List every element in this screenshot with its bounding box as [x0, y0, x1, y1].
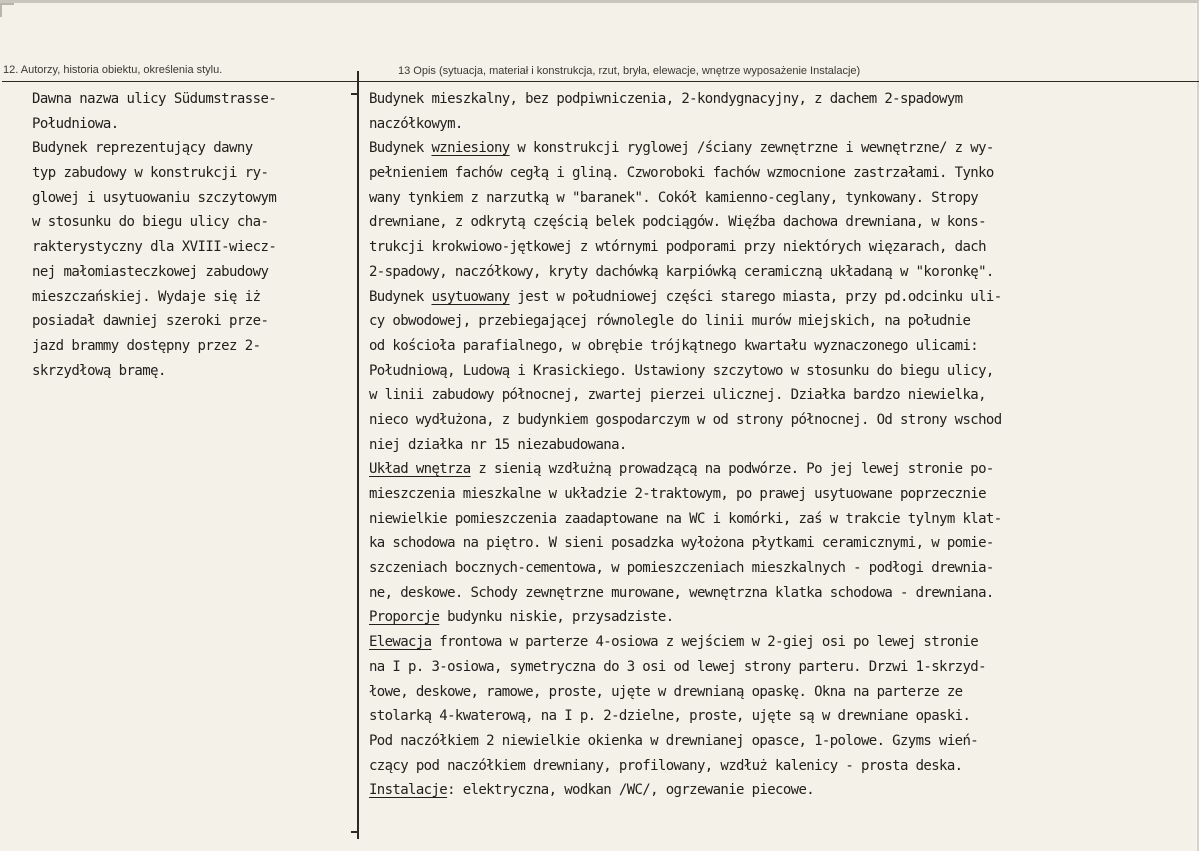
- text-line: [369, 136, 1199, 161]
- text-line: [369, 531, 1199, 556]
- text-line: Budynek reprezentujący dawny: [32, 140, 253, 157]
- text-line: [369, 482, 1199, 507]
- line-prefix: Budynek: [369, 140, 432, 157]
- line-text: naczółkowym.: [369, 115, 463, 132]
- text-line: w stosunku do biegu ulicy cha-: [32, 214, 269, 231]
- text-line: [369, 235, 1199, 260]
- text-line: [369, 704, 1199, 729]
- line-text: Południową, Ludową i Krasickiego. Ustawiony szczytowo w stosunku do biegu ulicy,: [369, 362, 994, 379]
- line-text: łowe, deskowe, ramowe, proste, ujęte w drewnianą opaskę. Okna na parterze ze: [369, 683, 963, 700]
- text-line: mieszczańskiej. Wydaje się iż: [32, 288, 261, 305]
- section-13-text: [369, 87, 1199, 803]
- text-line: [369, 210, 1199, 235]
- text-line: Południowa.: [32, 115, 119, 132]
- line-text: pełnieniem fachów cegłą i gliną. Czworoboki fachów wzmocnione zastrzałami. Tynko: [369, 165, 994, 182]
- text-line: [369, 680, 1199, 705]
- text-line: [369, 161, 1199, 186]
- line-text: ne, deskowe. Schody zewnętrzne murowane, wewnętrzna klatka schodowa - drewniana.: [369, 584, 994, 601]
- line-text: 2-spadowy, naczółkowy, kryty dachówką karpiówką ceramiczną układaną w "koronkę".: [369, 263, 994, 280]
- text-line: [369, 112, 1199, 137]
- section-12-header: 12. Autorzy, historia obiektu, określenia stylu.: [3, 64, 223, 76]
- line-text: w linii zabudowy północnej, zwartej pierzei ulicznej. Działka bardzo niewielka,: [369, 387, 986, 404]
- underlined-keyword: Układ wnętrza: [369, 461, 471, 478]
- line-text: czący pod naczółkiem drewniany, profilowany, wzdłuż kalenicy - prosta deska.: [369, 757, 963, 774]
- text-line: [369, 630, 1199, 655]
- text-line: [369, 359, 1199, 384]
- underlined-keyword: usytuowany: [431, 288, 510, 305]
- line-text: drewniane, z odkrytą częścią belek podciągów. Więźba dachowa drewniana, w kons-: [369, 214, 986, 231]
- text-line: [369, 309, 1199, 334]
- line-text: od kościoła parafialnego, w obrębie trójkątnego kwartału wyznaczonego ulicami:: [369, 337, 979, 354]
- text-line: nej małomiasteczkowej zabudowy: [32, 263, 269, 280]
- line-prefix: Budynek: [369, 288, 432, 305]
- line-text: wany tynkiem z narzutką w "baranek". Cokół kamienno-ceglany, tynkowany. Stropy: [369, 189, 979, 206]
- text-line: [369, 605, 1199, 630]
- section-13-header: 13 Opis (sytuacja, materiał i konstrukcja, rzut, bryła, elewacje, wnętrze wyposażenie Instalacje): [398, 65, 861, 77]
- text-line: glowej i usytuowaniu szczytowym: [32, 189, 277, 206]
- text-line: [369, 87, 1199, 112]
- line-text: na I p. 3-osiowa, symetryczna do 3 osi od lewej strony parteru. Drzwi 1-skrzyd-: [369, 658, 986, 675]
- text-line: [369, 457, 1199, 482]
- underlined-keyword: Instalacje: [369, 782, 448, 799]
- text-line: [369, 383, 1199, 408]
- text-line: [369, 285, 1199, 310]
- text-line: [369, 433, 1199, 458]
- line-text: Pod naczółkiem 2 niewielkie okienka w drewnianej opasce, 1-polowe. Gzyms wień-: [369, 732, 979, 749]
- text-line: [369, 408, 1199, 433]
- sheet-corner-mark: [0, 3, 14, 17]
- line-text: szczeniach bocznych-cementowa, w pomieszczeniach mieszkalnych - podłogi drewnia-: [369, 560, 994, 577]
- line-text: jest w południowej części starego miasta, przy pd.odcinku uli-: [509, 288, 1002, 305]
- text-line: jazd brammy dostępny przez 2-: [32, 337, 261, 354]
- text-line: posiadał dawniej szeroki prze-: [32, 313, 269, 330]
- header-rule: [2, 81, 1199, 82]
- text-line: skrzydłową bramę.: [32, 362, 166, 379]
- line-text: cy obwodowej, przebiegającej równolegle do linii murów miejskich, na południe: [369, 313, 971, 330]
- underlined-keyword: Elewacja: [369, 634, 432, 651]
- line-text: z sienią wzdłużną prowadzącą na podwórze. Po jej lewej stronie po-: [470, 461, 994, 478]
- line-text: niewielkie pomieszczenia zaadaptowane na WC i komórki, zaś w trakcie tylnym klat-: [369, 510, 1002, 527]
- line-text: w konstrukcji ryglowej /ściany zewnętrzne i wewnętrzne/ z wy-: [509, 140, 994, 157]
- text-line: [369, 778, 1199, 803]
- underlined-keyword: wzniesiony: [431, 140, 510, 157]
- line-text: mieszczenia mieszkalne w układzie 2-traktowym, po prawej usytuowane poprzecznie: [369, 486, 986, 502]
- line-text: niej działka nr 15 niezabudowana.: [369, 436, 627, 453]
- text-line: [369, 334, 1199, 359]
- line-text: frontowa w parterze 4-osiowa z wejściem w 2-giej osi po lewej stronie: [431, 634, 979, 651]
- text-line: [369, 655, 1199, 680]
- text-line: [369, 260, 1199, 285]
- underlined-keyword: Proporcje: [369, 609, 440, 626]
- line-text: nieco wydłużona, z budynkiem gospodarczym w od strony północnej. Od strony wschod: [369, 411, 1002, 428]
- text-line: Dawna nazwa ulicy Südumstrasse-: [32, 91, 277, 107]
- divider-tick-bottom: [351, 831, 358, 833]
- text-line: [369, 729, 1199, 754]
- line-text: stolarką 4-kwaterową, na I p. 2-dzielne, proste, ujęte są w drewniane opaski.: [369, 708, 971, 725]
- text-line: [369, 556, 1199, 581]
- section-12-text: [32, 87, 357, 383]
- line-text: budynku niskie, przysadziste.: [439, 609, 674, 626]
- line-text: trukcji krokwiowo-jętkowej z wtórnymi podporami przy niektórych więzarach, dach: [369, 239, 986, 256]
- text-line: [369, 581, 1199, 606]
- text-line: rakterystyczny dla XVIII-wiecz-: [32, 239, 277, 256]
- line-text: Budynek mieszkalny, bez podpiwniczenia, 2-kondygnacyjny, z dachem 2-spadowym: [369, 91, 963, 107]
- column-divider: [357, 71, 359, 839]
- text-line: [369, 507, 1199, 532]
- text-line: typ zabudowy w konstrukcji ry-: [32, 165, 269, 182]
- text-line: [369, 754, 1199, 779]
- text-line: [369, 186, 1199, 211]
- line-text: : elektryczna, wodkan /WC/, ogrzewanie piecowe.: [447, 782, 815, 799]
- line-text: ka schodowa na piętro. W sieni posadzka wyłożona płytkami ceramicznymi, w pomie-: [369, 535, 994, 552]
